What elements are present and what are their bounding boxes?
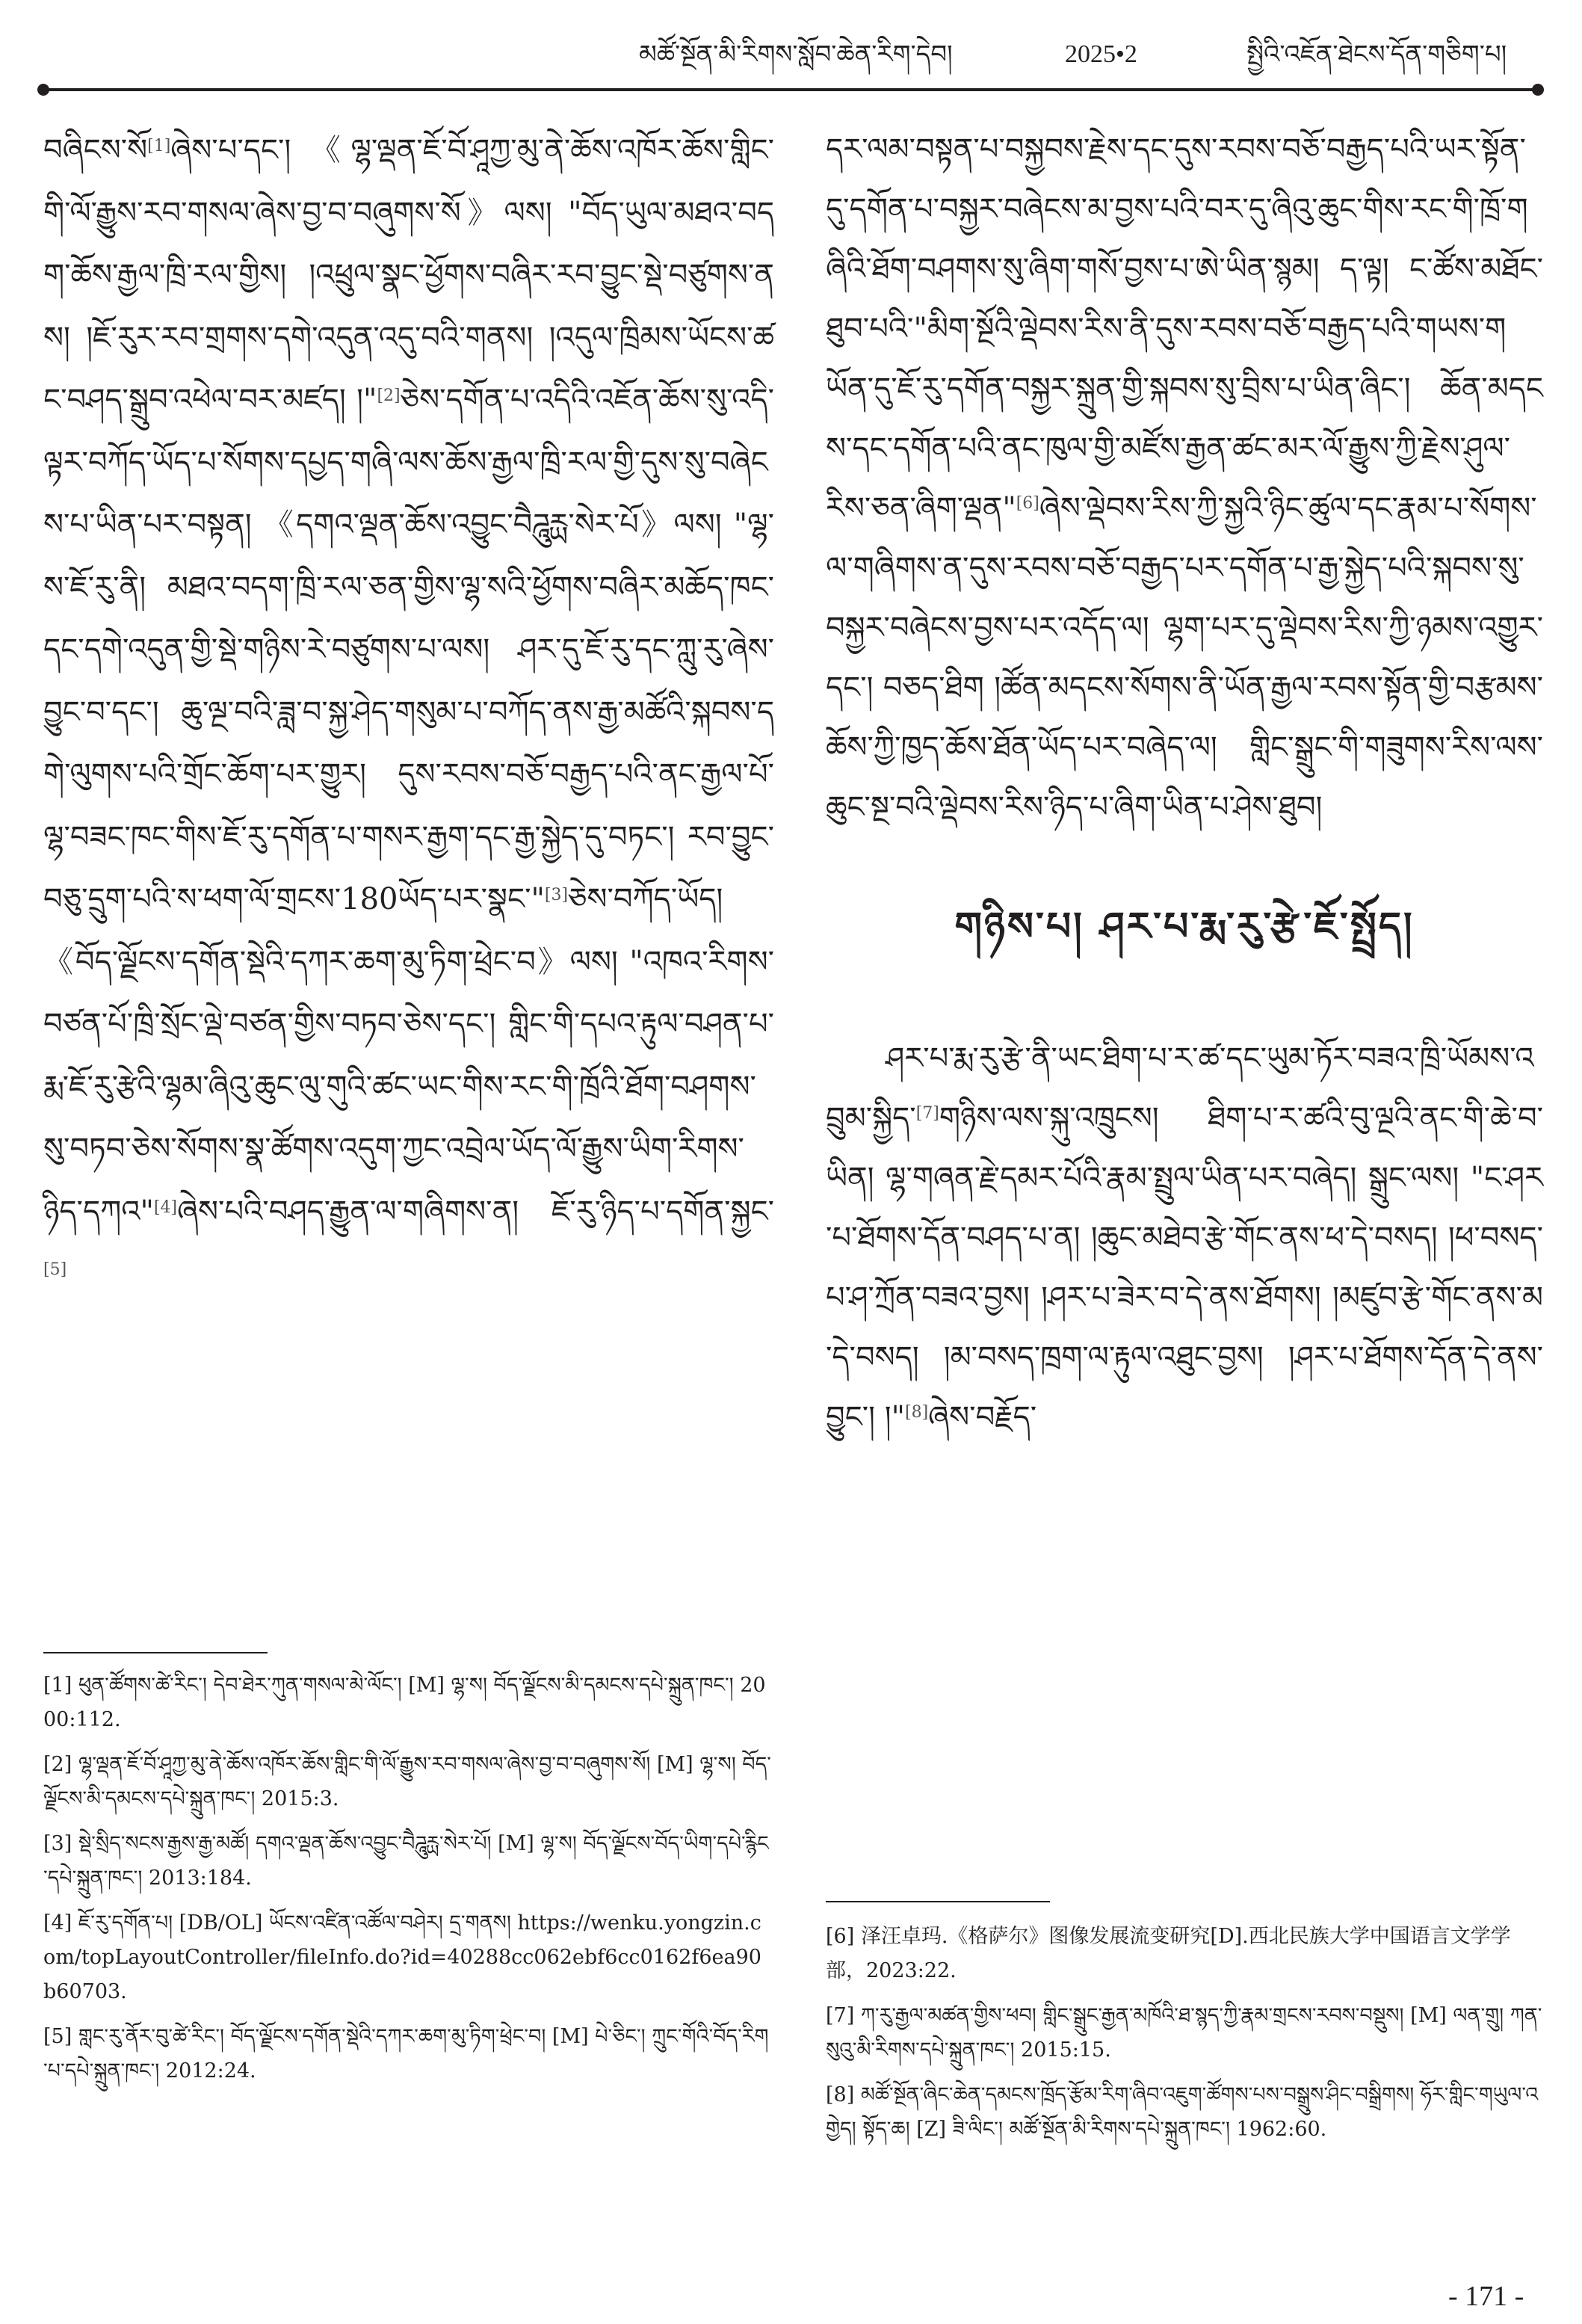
- footnotes-left: [43, 1668, 772, 2099]
- footnote-7: [7] ཀ་རུ་རྒྱལ་མཚན་གྱིས་ཕབ། གླིང་སྒྲུང་རྒྱན་མཁོའི་ཐ་སྙད་ཀྱི་རྣམ་གྲངས་རབས་བསྡུས། [M] ལན་གྲུ། ཀན་སུའུ་མི་རིགས་དཔེ་སྐྲུན་ཁང་། 2015:15.: [826, 2004, 1542, 2062]
- journal-title: མཚོ་སྔོན་མི་རིགས་སློབ་ཆེན་རིག་དེབ།: [639, 40, 953, 70]
- left-line-0: བཞིངས་སོ: [43, 133, 148, 167]
- right-line-0: དར་ལམ་བསྟན་པ་བསྐྱབས་རྗེས་དང་དུས་རབས་བཅོ་བརྒྱད་པའི་ཡར་སྟོན་དུ་དགོན་པ་བསྐྱར་བཞེངས་མ་བྱས་པའི་བར་དུ་ཞིའུ་ཆུང་གིས་རང་གི་ཁྲོ་གཞིའི་ཐོག་བཤགས་སུ་ཞིག་གསོ་བྱས་པ་ཨེ་ཡིན་སྙམ། ད་ལྟ། ང་ཚོས་མཐོང་ཐུབ་པའི་"མིག་སྔོའི་ལྡེབས་རིས་ནི་དུས་རབས་བཅོ་བརྒྱད་པའི་གཡས་གཡོན་དུ་ཇོ་རུ་དགོན་བསྐྱར་སྐྲུན་གྱི་སྐབས་སུ་བྲིས་པ་ཡིན་ཞིང་། ཆོན་མདངས་དང་དགོན་པའི་ནང་ཁུལ་གྱི་མཛོས་རྒྱན་ཚང་མར་ལོ་རྒྱུས་ཀྱི་རྗེས་ཤུལ་རིས་ཅན་ཞིག་ལྡན": [826, 132, 1543, 525]
- issue-number: 2025•2: [1065, 40, 1137, 68]
- ref-5: [5]: [43, 1260, 67, 1279]
- footnote-3: [3] སྡེ་སྲིད་སངས་རྒྱས་རྒྱ་མཚོ། དགའ་ལྡན་ཆོས་འབྱུང་བཻཌཱུརྻ་སེར་པོ། [M] ལྷ་ས། བོད་ལྗོངས་བོད་ཡིག་དཔེ་རྙིང་དཔེ་སྐྲུན་ཁང་། 2013:184.: [43, 1832, 769, 1890]
- ref-1: [1]: [147, 137, 171, 155]
- header-rule: [43, 88, 1539, 91]
- header-rule-dot-left: [37, 84, 49, 96]
- section-line-2: ཞེས་བརྗོད་: [928, 1400, 1037, 1434]
- page-number: - 171 -: [1448, 2281, 1524, 2312]
- ref-8: [8]: [905, 1403, 929, 1422]
- section-line-1: གཉིས་ལས་སྐུ་འཁྲུངས། ཐིག་པ་ར་ཚའི་བུ་ལྔའི་ནང་གི་ཆེ་བ་ཡིན། ལྷ་གཞན་རྗེ་དམར་པོའི་རྣམ་སྤྲུལ་ཡིན་པར་བཞེད། སྒྲུང་ལས། "ང་ཤར་པ་ཐོགས་དོན་བཤད་པ་ན། །ཆུང་མཐེབ་རྩེ་གོང་ནས་ཕ་དེ་བསད། །ཕ་བསད་པ་ཤ་ཀྲོན་བཟའ་བྱས། །ཤར་པ་ཟེར་བ་དེ་ནས་ཐོགས། །མཛུབ་རྩེ་གོང་ནས་མ་དེ་བསད། །མ་བསད་ཁྲག་ལ་རྟུལ་འཐུང་བྱས། །ཤར་པ་ཐོགས་དོན་དེ་ནས་བྱུང་། །": [826, 1101, 1543, 1434]
- right-body-paragraph: [826, 120, 1543, 837]
- left-line-2: ཅེས་དགོན་པ་འདིའི་འཇོན་ཆོས་སུ་འདི་ལྟར་བཀོད་ཡོད་པ་སོགས་དཔྱད་གཞི་ལས་ཆོས་རྒྱལ་ཁྲི་རལ་གྱི་དུས་སུ་བཞེངས་པ་ཡིན་པར་བསྟན། 《དགའ་ལྡན་ཆོས་འབྱུང་བཻཌཱུརྻ་སེར་པོ》ལས། "ལྷ་ས་ཇོ་རུ་ནི། མཐའ་བདག་ཁྲི་རལ་ཅན་གྱིས་ལྷ་སའི་ཕྱོགས་བཞིར་མཆོད་ཁང་དང་དགེ་འདུན་གྱི་སྡེ་གཉིས་རེ་བཙུགས་པ་ལས། ཤར་དུ་ཇོ་རུ་དང་ཀླུ་རུ་ཞེས་བྱུང་བ་དང་། ཆུ་ལྔ་བའི་ཟླ་བ་སྐྱ་ཤེད་གསུམ་པ་བཀོད་ནས་རྒྱ་མཚོའི་སྐབས་དགེ་ལུགས་པའི་གྲོང་ཆོག་པར་གྱུར། དུས་རབས་བཅོ་བརྒྱད་པའི་ནང་རྒྱལ་པོ་ལྷ་བཟང་ཁང་གིས་ཇོ་རུ་དགོན་པ་གསར་རྒྱག་དང་རྒྱ་སྐྱེད་དུ་བཏང་། རབ་བྱུང་བཅུ་དྲུག་པའི་ས་ཕག་ལོ་གྲངས་180ཡོད་པར་སྣང་": [43, 383, 774, 916]
- footnote-4: [4] ཇོ་རུ་དགོན་པ། [DB/OL] ཡོངས་འཛིན་འཚོལ་བཤེར། དྲ་གནས། https://wenku.yongzin.com/topLayoutController/fileInfo.do?id=40288cc062ebf6cc0162f6ea90b60703.: [43, 1911, 761, 2003]
- footnote-6: [6] 泽汪卓玛.《格萨尔》图像发展流变研究[D].西北民族大学中国语言文学学部，2023:22.: [826, 1925, 1511, 1982]
- footnote-1: [1] ཕུན་ཚོགས་ཚེ་རིང་། དེབ་ཐེར་ཀུན་གསལ་མེ་ལོང་། [M] ལྷ་ས། བོད་ལྗོངས་མི་དམངས་དཔེ་སྐྲུན་ཁང་། 2000:112.: [43, 1674, 766, 1731]
- header-rule-dot-right: [1532, 84, 1544, 96]
- left-column: [43, 120, 774, 1306]
- ref-7: [7]: [915, 1104, 939, 1123]
- ref-6: [6]: [1016, 494, 1039, 513]
- footnote-8: [8] མཚོ་སྔོན་ཞིང་ཆེན་དམངས་ཁྲོད་རྩོམ་རིག་ཞིབ་འཇུག་ཚོགས་པས་བསྒྲུས་ཤིང་བསྒྲིགས། ཧོར་གླིང་གཡུལ་འགྱེད། སྟོད་ཆ། [Z] ཟི་ལིང་། མཚོ་སྔོན་མི་རིགས་དཔེ་སྐྲུན་ཁང་། 1962:60.: [826, 2083, 1539, 2141]
- right-column: [826, 120, 1543, 1447]
- left-line-4: ཞེས་པའི་བཤད་རྒྱུན་ལ་གཞིགས་ན། ཇོ་རུ་ཉིད་པ་དགོན་སྐྱང་: [177, 1194, 774, 1229]
- ref-3: [3]: [544, 886, 569, 904]
- footnotes-right: [826, 1920, 1543, 2157]
- footnote-rule-right: [826, 1901, 1050, 1902]
- section-topic: སྤྱིའི་འཇོན་ཐེངས་དོན་གཅིག་པ།: [1246, 40, 1507, 70]
- left-line-3: ཅེས་བཀོད་ཡོད། 《བོད་ལྗོངས་དགོན་སྡེའི་དཀར་ཆག་མུ་ཏིག་ཕྲེང་བ》ལས། "འཁའ་རིགས་བཙན་པོ་ཁྲི་སྲོང་ལྡེ་བཙན་གྱིས་བཏབ་ཅེས་དང་། གླིང་གི་དཔའ་རྟུལ་བཤན་པ་རྨ་ཇོ་རུ་རྩེའི་ལྷམ་ཞིའུ་ཆུང་ལུ་གུའི་ཚང་ཡང་གིས་རང་གི་ཁྲོའི་ཐོག་བཤགས་སུ་བཏབ་ཅེས་སོགས་སྣ་ཚོགས་འདུག་ཀྱང་འབྲེལ་ཡོད་ལོ་རྒྱུས་ཡིག་རིགས་ཉིད་དཀའ": [43, 882, 774, 1229]
- footnote-2: [2] ལྷ་ལྡན་ཇོ་བོ་ཤཱཀྱ་མུ་ནེ་ཆོས་འཁོར་ཆོས་གླིང་གི་ལོ་རྒྱུས་རབ་གསལ་ཞེས་བྱ་བ་བཞུགས་སོ། [M] ལྷ་ས། བོད་ལྗོངས་མི་དམངས་དཔེ་སྐྲུན་ཁང་། 2015:3.: [43, 1753, 771, 1810]
- ref-2: [2]: [377, 386, 401, 405]
- left-body-paragraph: [43, 120, 774, 1306]
- section-heading: གཉིས་པ། ཤར་པ་རྨ་རུ་རྩེ་ཇོ་སྤྲོད།: [954, 904, 1415, 949]
- right-line-1: ཞེས་ལྡེབས་རིས་ཀྱི་སྐྱའི་ཉིང་ཚུལ་དང་རྣམ་པ་སོགས་ལ་གཞིགས་ན་དུས་རབས་བཅོ་བརྒྱད་པར་དགོན་པ་རྒྱ་སྐྱེད་པའི་སྐབས་སུ་བསྐྱར་བཞེངས་བྱས་པར་འདོད་ལ། ལྷག་པར་དུ་ལྡེབས་རིས་ཀྱི་ཉམས་འགྱུར་དང་། བཅད་ཐིག །ཚོན་མདངས་སོགས་ནི་ཡོན་རྒྱལ་རབས་སྟོན་གྱི་བརྩམས་ཆོས་ཀྱི་ཁྱད་ཆོས་ཐོན་ཡོད་པར་བཞེད་ལ། གླིང་སྒྲུང་གི་གཟུགས་རིས་ལས་ཆུང་སྔ་བའི་ལྡེབས་རིས་ཉིད་པ་ཞིག་ཡིན་པ་ཤེས་ཐུབ།: [826, 491, 1543, 825]
- section-line-0: ཤར་པ་རྨ་རུ་རྩེ་ནི་ཡང་ཐིག་པ་ར་ཚ་དང་ཡུམ་ཏོར་བཟའ་ཁྲི་ཡོམས་འབྲུམ་སྐྱིད་: [826, 1041, 1534, 1135]
- footnote-rule-left: [43, 1652, 268, 1653]
- section-body-paragraph: [826, 1029, 1543, 1447]
- footnote-5: [5] གླང་རུ་ནོར་བུ་ཚེ་རིང་། བོད་ལྗོངས་དགོན་སྡེའི་དཀར་ཆག་མུ་ཏིག་ཕྲེང་བ། [M] པེ་ཅིང་། ཀྲུང་གོའི་བོད་རིག་པ་དཔེ་སྐྲུན་ཁང་། 2012:24.: [43, 2025, 769, 2083]
- ref-4: [4]: [153, 1198, 178, 1217]
- left-line-1: ཞེས་པ་དང་། 《ལྷ་ལྡན་ཇོ་བོ་ཤཱཀྱ་མུ་ནེ་ཆོས་འཁོར་ཆོས་གླིང་གི་ལོ་རྒྱུས་རབ་གསལ་ཞེས་བྱ་བ་བཞུགས་སོ》ལས། "བོད་ཡུལ་མཐའ་བདག་ཆོས་རྒྱལ་ཁྲི་རལ་གྱིས། །འཕྲུལ་སྣང་ཕྱོགས་བཞིར་རབ་བྱུང་སྡེ་བཙུགས་ནས། །ཇོ་རུར་རབ་གྲགས་དགེ་འདུན་འདུ་བའི་གནས། །འདུལ་ཁྲིམས་ཡོངས་ཚང་བཤད་སྒྲུབ་འཕེལ་བར་མཛད། །": [43, 133, 774, 417]
